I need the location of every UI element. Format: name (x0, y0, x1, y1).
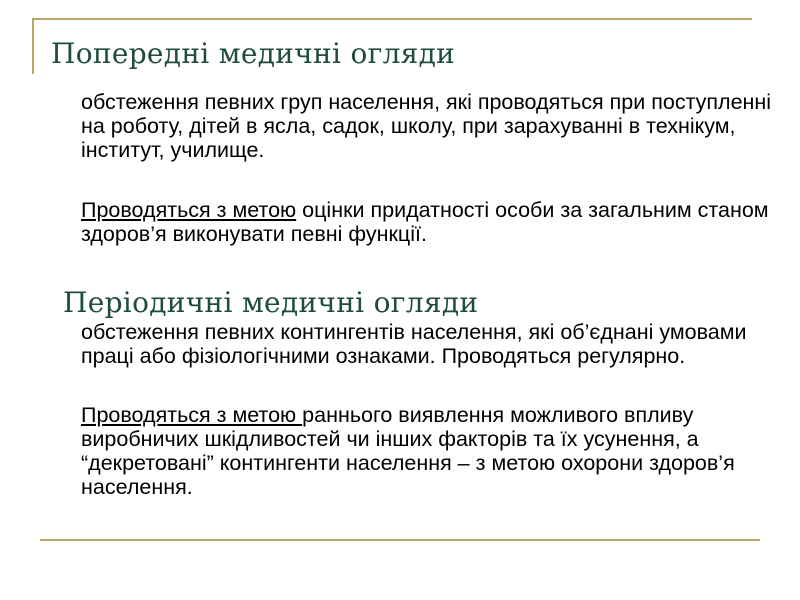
section1-definition: обстеження певних груп населення, які проводяться при поступленні на роботу, дітей в ясла, садок, школу, при зарахуванні в технікум, інститут, училище. (81, 90, 772, 162)
section2-purpose-text: раннього виявлення можливого впливу виробничих шкідливостей чи інших факторів та їх усунення, а “декретовані” контингенти населення – з метою охорони здоров’я населення. (81, 403, 735, 499)
section1-purpose (81, 198, 781, 246)
section2-purpose (81, 403, 781, 499)
section1-purpose-lead: Проводяться з метою (81, 198, 297, 222)
slide-title: Попередні медичні огляди (51, 37, 456, 70)
section1-purpose-text: оцінки придатності особи за загальним станом здоров’я виконувати певні функції. (81, 198, 769, 246)
section2-heading: Періодичні медичні огляди (63, 286, 479, 319)
left-accent-line (32, 18, 34, 74)
top-divider-line (32, 18, 752, 20)
section2-definition: обстеження певних контингентів населення, які об’єднані умовами праці або фізіологічними ознаками. Проводяться регулярно. (81, 320, 747, 368)
section2-purpose-lead: Проводяться з метою (81, 403, 303, 427)
bottom-divider-line (40, 539, 760, 541)
